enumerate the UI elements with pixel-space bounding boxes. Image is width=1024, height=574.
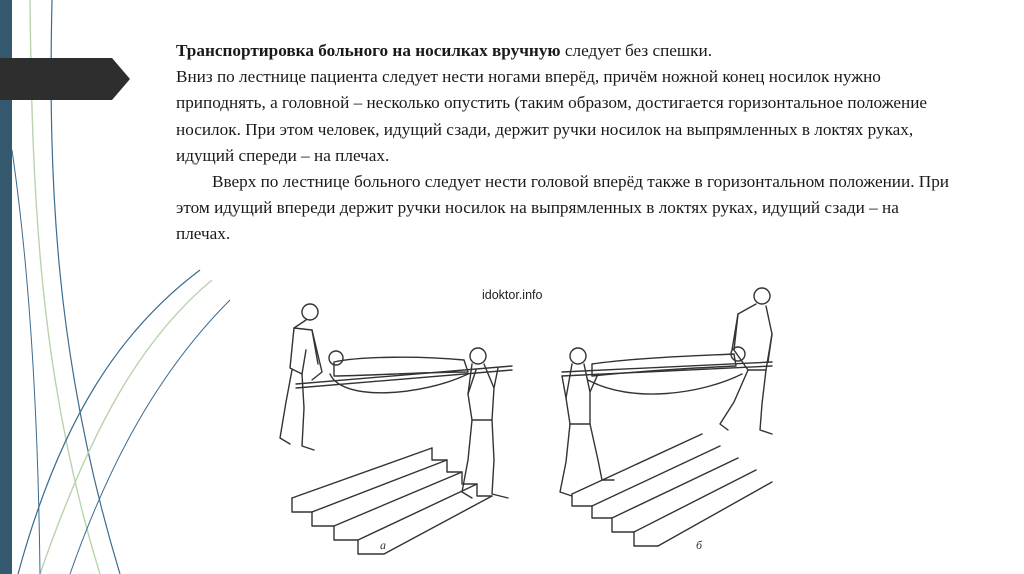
title-tab-arrow — [0, 58, 130, 100]
watermark: idoktor.info — [482, 288, 543, 302]
deco-curve-5 — [70, 300, 230, 574]
stretcher-left — [296, 351, 512, 393]
paragraph-1 — [176, 38, 956, 64]
stretcher-illustration — [272, 284, 782, 558]
stretcher-drawing — [272, 284, 782, 558]
body-text — [176, 38, 956, 248]
person-back-right — [720, 288, 772, 434]
deco-curve-6 — [12, 150, 40, 574]
deco-curve-3 — [18, 270, 200, 574]
figure-label-b: б — [696, 538, 703, 552]
paragraph-1-rest: следует без спешки. — [560, 41, 712, 60]
paragraph-3: Вверх по лестнице больного следует нести головой вперёд также в горизонтальном положении. При этом идущий впереди держит ручки носилок на выпрямленных в локтях руках, идущий сзади – на плечах. — [176, 172, 950, 244]
figure-label-a: а — [380, 538, 386, 552]
paragraph-2: Вниз по лестнице пациента следует нести ногами вперёд, причём ножной конец носилок нужно приподнять, а головной – несколько опустить (таким образом, достигается горизонтальное положение носилок. При этом человек, идущий сзади, держит ручки носилок на выпрямленных в локтях руках, идущий спереди – на плечах. — [176, 67, 928, 165]
paragraph-1-bold: Транспортировка больного на носилках вручную — [176, 41, 561, 60]
person-back-left — [280, 304, 322, 450]
stairs-left — [292, 448, 492, 554]
stairs-right — [572, 434, 772, 546]
